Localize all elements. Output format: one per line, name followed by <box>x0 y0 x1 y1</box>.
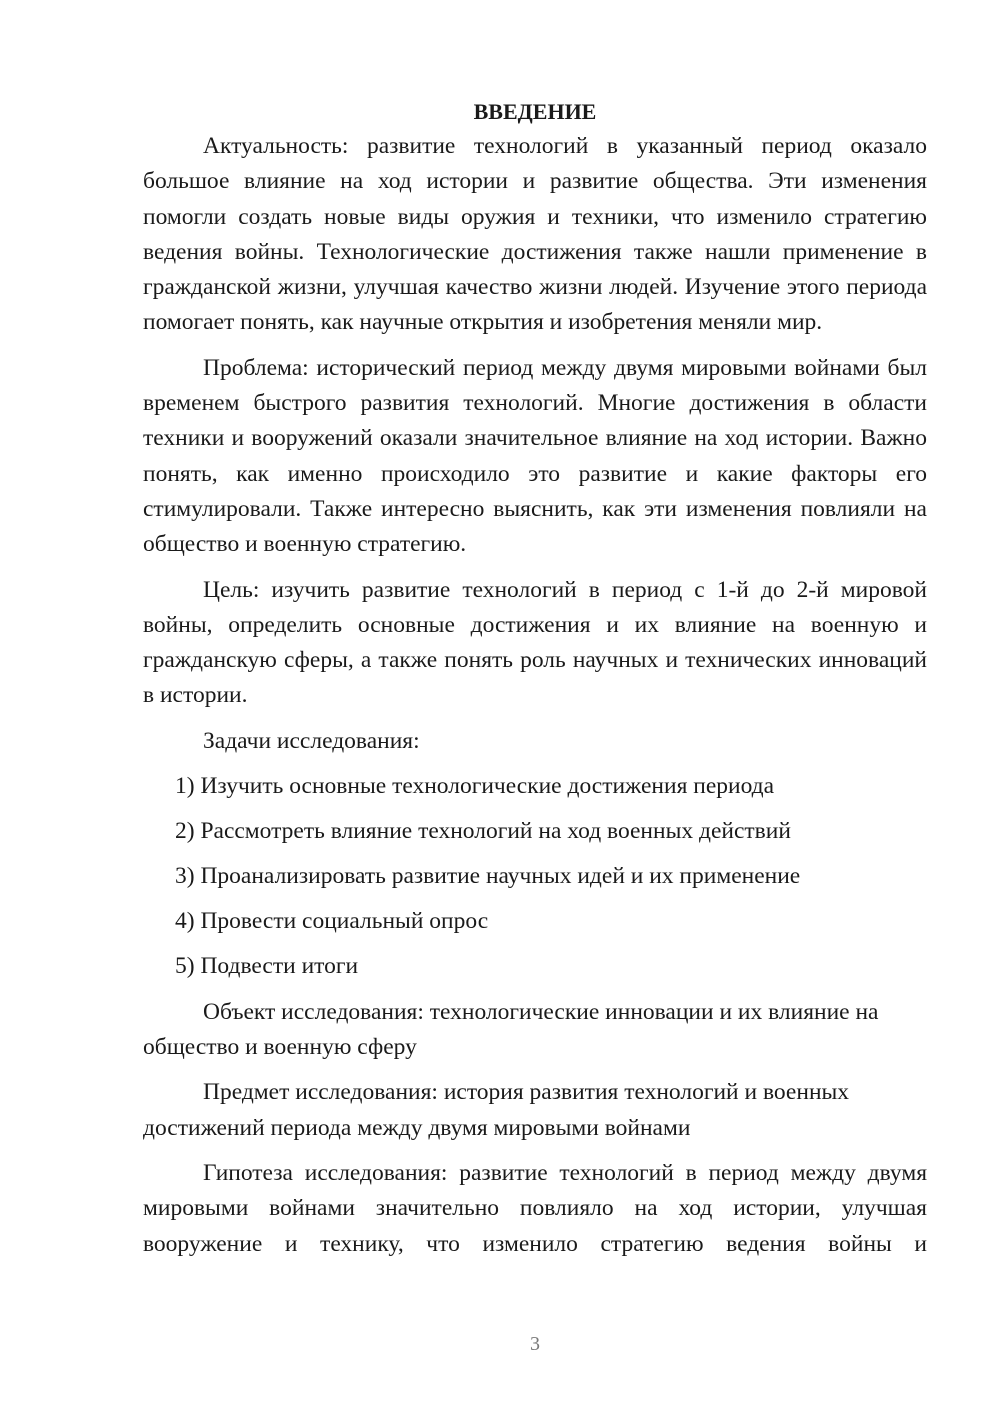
task-item: 2) Рассмотреть влияние технологий на ход военных действий <box>175 818 791 845</box>
section-heading: ВВЕДЕНИЕ <box>473 99 597 124</box>
task-item: 3) Проанализировать развитие научных идей и их применение <box>175 863 801 890</box>
task-item: 4) Провести социальный опрос <box>175 908 489 935</box>
task-item: 1) Изучить основные технологические достижения периода <box>175 773 775 800</box>
subject-paragraph: Предмет исследования: история развития технологий и военных достижений периода между двумя мировыми войнами <box>143 1079 850 1141</box>
page-number: 3 <box>530 1333 540 1355</box>
task-item: 5) Подвести итоги <box>175 953 359 980</box>
relevance-paragraph: Актуальность: развитие технологий в указанный период оказало большое влияние на ход истории и развитие общества. Эти изменения помогли создать новые виды оружия и техники, что изменило стратегию ведения войны. Технологические достижения также нашли применение в гражданской жизни, улучшая качество жизни людей. Изучение этого периода помогает понять, как научные открытия и изобретения меняли мир. <box>143 133 927 336</box>
problem-paragraph: Проблема: исторический период между двумя мировыми войнами был временем быстрого развития технологий. Многие достижения в области техники и вооружений оказали значительное влияние на ход истории. Важно понять, как именно происходило это развитие и какие факторы его стимулировали. Также интересно выяснить, как эти изменения повлияли на общество и военную стратегию. <box>143 354 927 558</box>
object-paragraph: Объект исследования: технологические инновации и их влияние на общество и военную сферу <box>143 998 879 1061</box>
task-list <box>143 769 927 985</box>
goal-paragraph: Цель: изучить развитие технологий в период с 1-й до 2-й мировой войны, определить основные достижения и их влияние на военную и гражданскую сферы, а также понять роль научных и технических инноваций в истории. <box>143 576 927 709</box>
tasks-label: Задачи исследования: <box>203 727 420 754</box>
page-content <box>143 94 927 1272</box>
hypothesis-paragraph: Гипотеза исследования: развитие технологий в период между двумя мировыми войнами значительно повлияло на ход истории, улучшая вооружение и технику, что изменило стратегию ведения войны и <box>143 1159 927 1257</box>
